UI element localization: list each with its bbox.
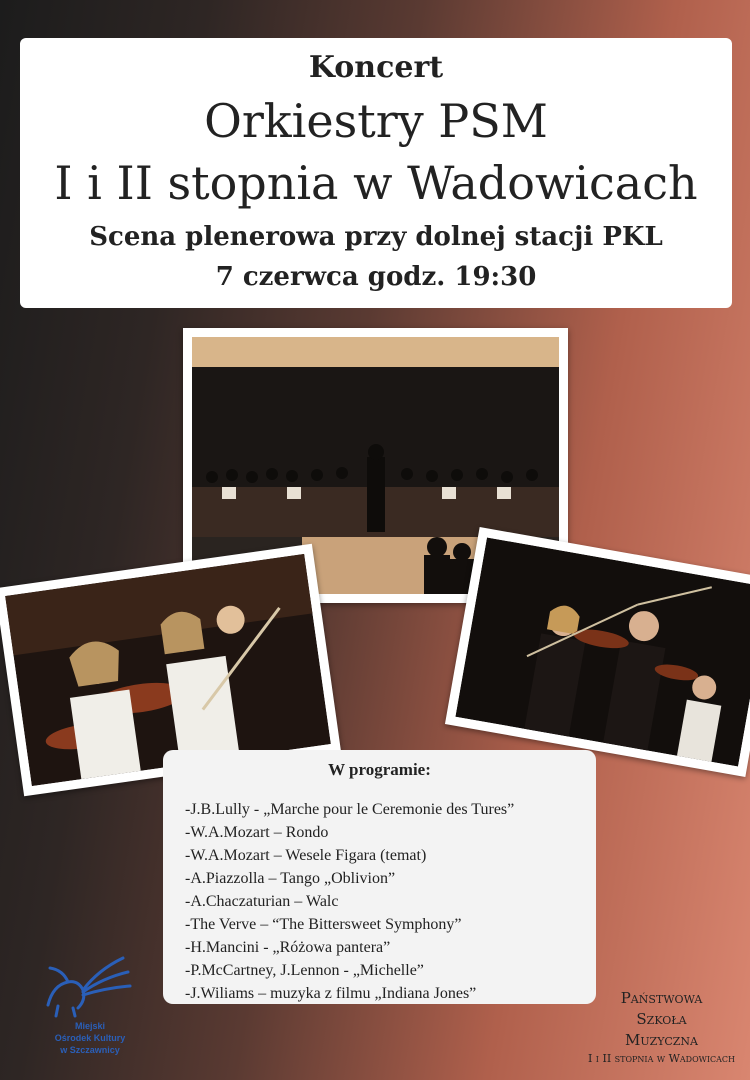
- mok-szczawnica-logo: [20, 950, 160, 1060]
- program-item: -J.B.Lully - „Marche pour le Ceremonie des Tures”: [185, 801, 515, 818]
- school-name-line: Szkoła: [636, 1010, 687, 1028]
- mok-logo-line: Miejski: [74, 1021, 105, 1031]
- program-item: -W.A.Mozart – Wesele Figara (temat): [185, 847, 427, 864]
- program-item: -The Verve – “The Bittersweet Symphony”: [185, 916, 462, 933]
- string-players-image: [455, 537, 750, 766]
- string-players-photo: [445, 527, 750, 777]
- program-item: -W.A.Mozart – Rondo: [185, 824, 329, 841]
- pegasus-icon: [28, 950, 138, 1020]
- program-item: -H.Mancini - „Różowa pantera”: [185, 939, 391, 956]
- mok-logo-text: [20, 1020, 160, 1056]
- header-venue: Scena plenerowa przy dolnej stacji PKL: [89, 222, 663, 252]
- header-kicker: Koncert: [308, 50, 444, 85]
- school-subtitle: I i II stopnia w Wadowicach: [587, 1052, 736, 1065]
- mok-logo-line: w Szczawnicy: [60, 1045, 120, 1055]
- program-list: [185, 798, 514, 1005]
- program-item: -P.McCartney, J.Lennon - „Michelle”: [185, 962, 424, 979]
- program-item: -J.Wiliams – muzyka z filmu „Indiana Jones”: [185, 985, 477, 1002]
- school-name-block: [573, 988, 750, 1067]
- program-item: -A.Piazzolla – Tango „Oblivion”: [185, 870, 396, 887]
- header-title-line-2: I i II stopnia w Wadowicach: [54, 156, 698, 210]
- program-item: -A.Chaczaturian – Walc: [185, 893, 339, 910]
- school-name-line: Muzyczna: [625, 1031, 698, 1049]
- mok-logo-line: Ośrodek Kultury: [54, 1033, 126, 1043]
- program-box: [163, 750, 596, 1004]
- header-box: [20, 38, 732, 308]
- header-date-time: 7 czerwca godz. 19:30: [215, 262, 537, 292]
- program-heading: W programie:: [328, 760, 431, 779]
- header-title-line-1: Orkiestry PSM: [204, 94, 548, 148]
- school-name-line: Państwowa: [620, 989, 703, 1007]
